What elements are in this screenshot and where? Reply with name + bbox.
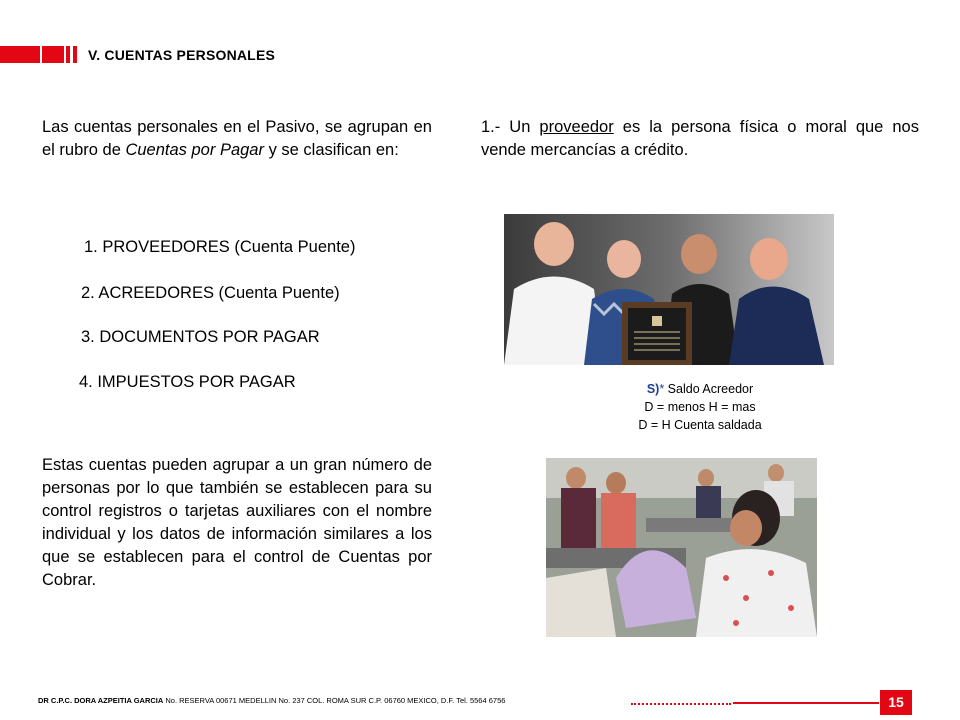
balance-caption (600, 380, 800, 434)
caption-debe-haber: D = menos H = mas (644, 400, 756, 414)
intro-italic-term: Cuentas por Pagar (125, 141, 264, 159)
intro-paragraph (42, 116, 432, 162)
accent-bar (73, 46, 77, 63)
section-title: V. CUENTAS PERSONALES (88, 47, 276, 63)
proveedor-definition (481, 116, 919, 162)
page-number: 15 (880, 690, 912, 715)
list-item-impuestos: 4. IMPUESTOS POR PAGAR (79, 373, 296, 391)
accent-bar (42, 46, 64, 63)
intro-text: Las cuentas personales en el Pasivo, se agrupan en el rubro de (42, 118, 432, 159)
photo-textile-workers (546, 458, 817, 637)
caption-star: * (659, 382, 665, 396)
caption-saldo-acreedor: Saldo Acreedor (664, 382, 754, 396)
photo-men-with-plaque (504, 214, 834, 365)
accent-bar (0, 46, 40, 63)
closing-paragraph: Estas cuentas pueden agrupar a un gran número de personas por lo que también se establecen para su control registros o tarjetas auxiliares con el nombre individual y los datos de información similares a los que se establecen para el control de Cuentas por Cobrar. (42, 456, 432, 589)
definition-text: 1.- Un (481, 118, 540, 136)
footer-contact (38, 696, 505, 705)
definition-underlined-term: proveedor (539, 118, 614, 136)
footer-dotted-line (631, 703, 731, 705)
caption-s-label: S) (646, 382, 660, 396)
list-item-documentos: 3. DOCUMENTOS POR PAGAR (81, 328, 320, 346)
caption-cuenta-saldada: D = H Cuenta saldada (638, 418, 762, 432)
list-item-proveedores: 1. PROVEEDORES (Cuenta Puente) (84, 238, 356, 256)
accent-bar (66, 46, 70, 63)
footer-solid-line (733, 702, 879, 704)
footer-author: DR C.P.C. DORA AZPEITIA GARCIA (38, 696, 164, 705)
footer-address: No. RESERVA 00671 MEDELLIN No. 237 COL. ROMA SUR C.P. 06760 MEXICO, D.F. Tel. 5564 6756 (163, 696, 506, 705)
intro-text-end: y se clasifican en: (263, 141, 399, 159)
definition-text-end: es la persona física o moral que nos vende mercancías a crédito. (481, 118, 919, 159)
list-item-acreedores: 2. ACREEDORES (Cuenta Puente) (81, 284, 340, 302)
